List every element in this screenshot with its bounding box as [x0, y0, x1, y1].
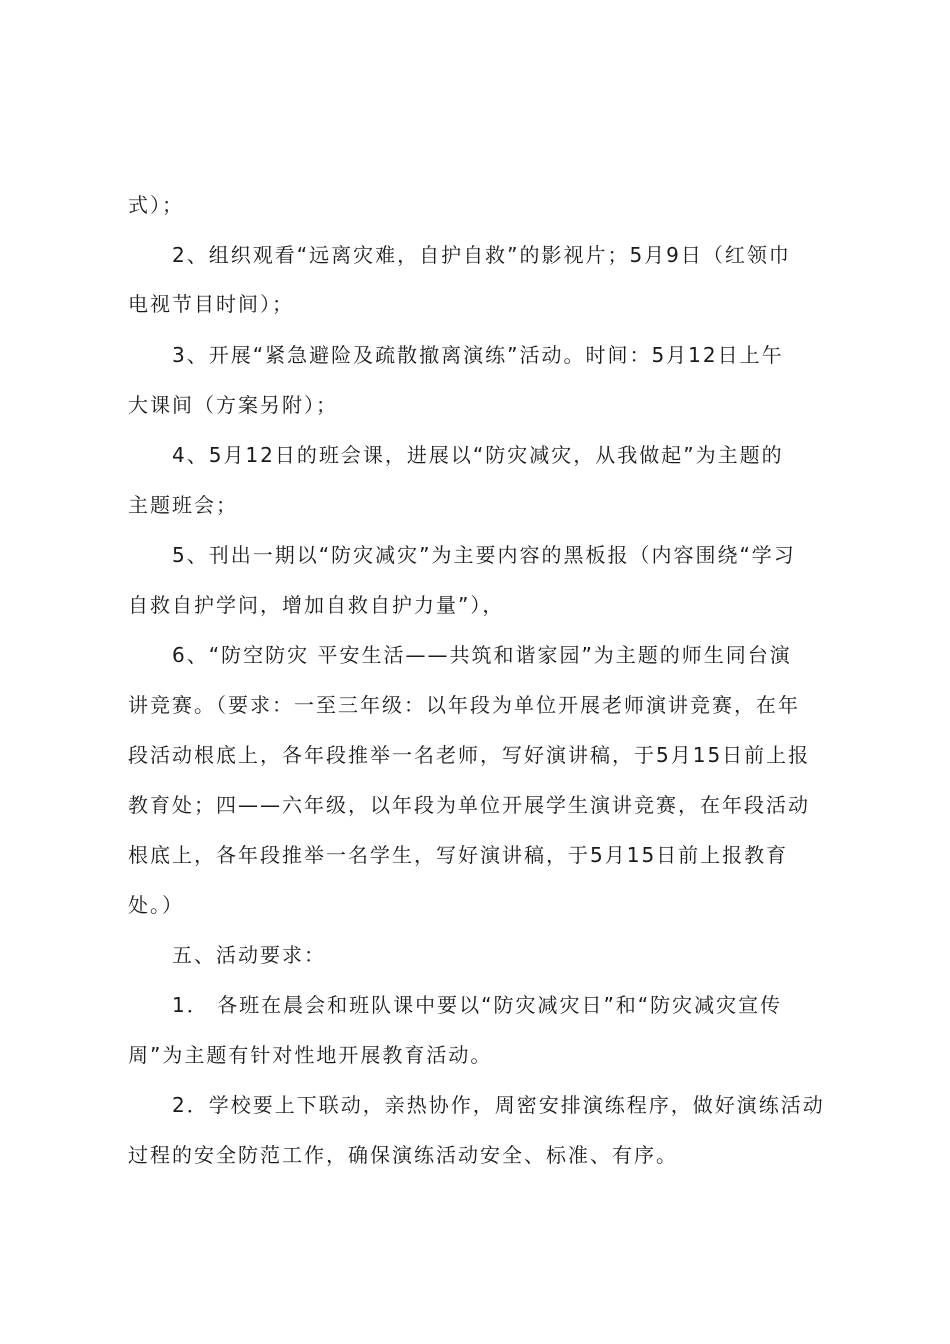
text-line: 处。）	[128, 893, 184, 917]
text-line: 电视节目时间）；	[128, 292, 294, 316]
text-line: 6、“防空防灾 平安生活——共筑和谐家园”为主题的师生同台演	[172, 643, 792, 667]
text-line: 讲竞赛。（要求：一至三年级：以年段为单位开展老师演讲竞赛，在年	[128, 693, 800, 717]
text-line: 5、刊出一期以“防灾减灾”为主要内容的黑板报（内容围绕“学习	[172, 543, 796, 567]
text-line: 2、组织观看“远离灾难，自护自救”的影视片；5月9日（红领巾	[172, 243, 791, 267]
section-heading: 五、活动要求：	[172, 943, 326, 967]
text-line: 教育处；四——六年级，以年段为单位开展学生演讲竞赛，在年段活动	[128, 793, 810, 817]
text-line: 1． 各班在晨会和班队课中要以“防灾减灾日”和“防灾减灾宣传	[172, 993, 783, 1017]
text-line: 3、开展“紧急避险及疏散撤离演练”活动。时间：5月12日上午	[172, 343, 784, 367]
text-line: 周”为主题有针对性地开展教育活动。	[128, 1043, 493, 1067]
text-line: 自救自护学问，增加自救自护力量”），	[128, 593, 505, 617]
text-line: 过程的安全防范工作，确保演练活动安全、标准、有序。	[128, 1143, 678, 1167]
text-line: 段活动根底上，各年段推举一名老师，写好演讲稿，于5月15日前上报	[128, 743, 811, 767]
text-line: 大课间（方案另附）；	[128, 393, 338, 417]
text-line: 主题班会；	[128, 493, 238, 517]
text-line: 2．学校要上下联动，亲热协作，周密安排演练程序，做好演练活动	[172, 1093, 825, 1117]
text-line: 式）；	[128, 193, 184, 217]
text-line: 根底上，各年段推举一名学生，写好演讲稿，于5月15日前上报教育	[128, 843, 789, 867]
text-line: 4、5月12日的班会课，进展以“防灾减灾，从我做起”为主题的	[172, 443, 784, 467]
